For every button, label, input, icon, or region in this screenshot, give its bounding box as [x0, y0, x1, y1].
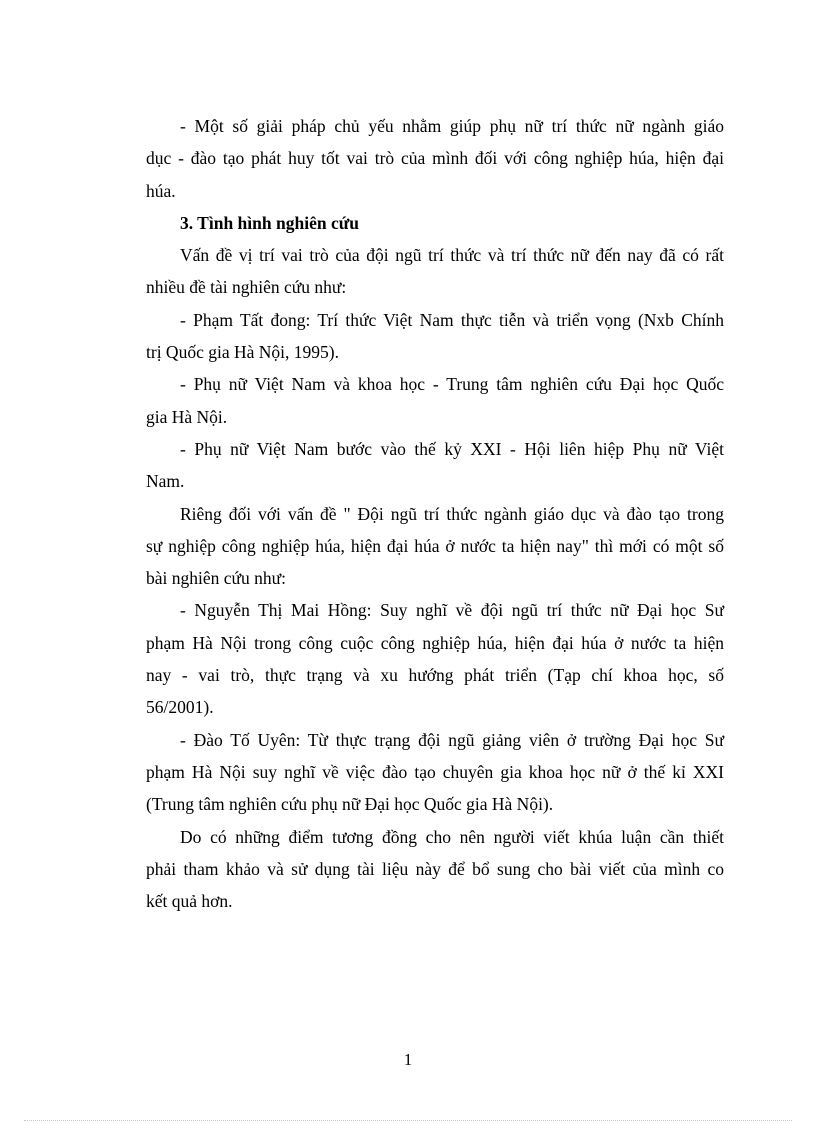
paragraph-line: - Nguyễn Thị Mai Hồng: Suy nghĩ về đội ngũ trí thức nữ Đại học Sư: [180, 600, 724, 621]
paragraph-line: - Phạm Tất đong: Trí thức Việt Nam thực tiễn và triển vọng (Nxb Chính: [180, 309, 724, 330]
paragraph-line: phải tham khảo và sử dụng tài liệu này để bổ sung cho bài viết của mình co: [146, 858, 724, 879]
paragraph-line: (Trung tâm nghiên cứu phụ nữ Đại học Quốc gia Hà Nội).: [146, 794, 554, 815]
paragraph-line: - Một số giải pháp chủ yếu nhằm giúp phụ nữ trí thức nữ ngành giáo: [180, 116, 724, 136]
paragraph-line: nay - vai trò, thực trạng và xu hướng phát triển (Tạp chí khoa học, số: [146, 665, 724, 686]
paragraph-line: sự nghiệp công nghiệp húa, hiện đại húa ở nước ta hiện nay" thì mới có một số: [146, 535, 724, 556]
paragraph-line: phạm Hà Nội suy nghĩ về việc đào tạo chuyên gia khoa học nữ ở thế kỉ XXI: [146, 761, 724, 782]
paragraph-line: Vấn đề vị trí vai trò của đội ngũ trí thức và trí thức nữ đến nay đã có rất: [180, 245, 724, 266]
page-number: 1: [403, 1050, 413, 1069]
paragraph-line: phạm Hà Nội trong công cuộc công nghiệp húa, hiện đại húa ở nước ta hiện: [146, 632, 724, 653]
paragraph-line: Nam.: [146, 471, 185, 492]
paragraph-line: húa.: [146, 180, 176, 201]
paragraph-line: trị Quốc gia Hà Nội, 1995).: [146, 342, 339, 363]
paragraph-line: kết quả hơn.: [146, 891, 233, 912]
paragraph-line: dục - đào tạo phát huy tốt vai trò của mình đối với công nghiệp húa, hiện đại: [146, 148, 724, 169]
paragraph-line: - Đào Tố Uyên: Từ thực trạng đội ngũ giảng viên ở trường Đại học Sư: [180, 729, 724, 750]
paragraph-line: Do có những điểm tương đồng cho nên người viết khúa luận cần thiết: [180, 826, 724, 847]
page-bottom-divider: [24, 1120, 792, 1121]
paragraph-line: - Phụ nữ Việt Nam bước vào thế kỷ XXI - Hội liên hiệp Phụ nữ Việt: [180, 438, 724, 459]
paragraph-line: nhiều đề tài nghiên cứu như:: [146, 277, 347, 298]
section-heading: 3. Tình hình nghiên cứu: [180, 212, 359, 233]
body-text: [146, 110, 724, 917]
paragraph-line: gia Hà Nội.: [146, 406, 228, 427]
paragraph-line: Riêng đối với vấn đề " Đội ngũ trí thức ngành giáo dục và đào tạo trong: [180, 503, 724, 524]
paragraph-line: bài nghiên cứu như:: [146, 568, 286, 589]
paragraph-line: 56/2001).: [146, 697, 214, 718]
paragraph-line: - Phụ nữ Việt Nam và khoa học - Trung tâm nghiên cứu Đại học Quốc: [180, 374, 724, 395]
